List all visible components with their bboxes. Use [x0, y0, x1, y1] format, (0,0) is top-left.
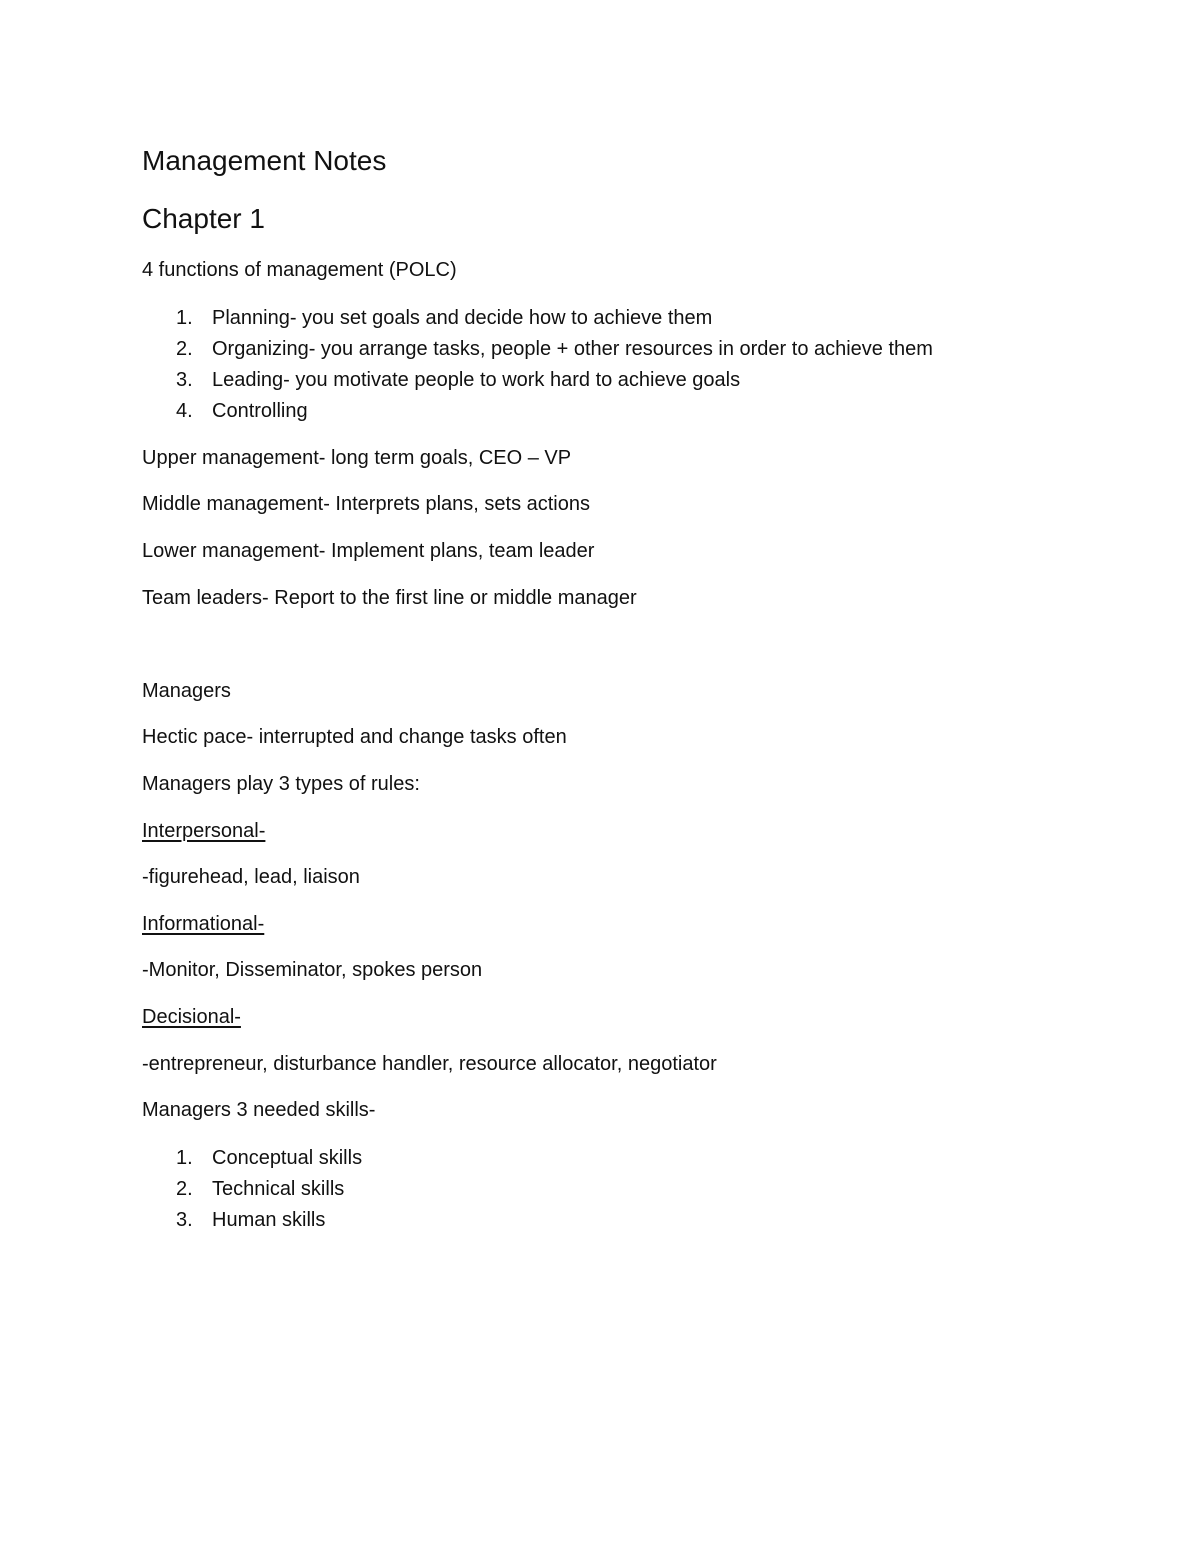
document-title: Management Notes: [142, 145, 387, 176]
list-text: Conceptual skills: [212, 1147, 363, 1169]
list-text: Controlling: [212, 400, 308, 422]
list-item: [176, 306, 712, 330]
list-text: Technical skills: [212, 1178, 345, 1200]
chapter-heading: Chapter 1: [142, 203, 265, 234]
lower-management-line: Lower management- Implement plans, team leader: [142, 540, 595, 562]
informational-heading: Informational-: [142, 913, 265, 935]
list-number: 1.: [176, 307, 193, 329]
list-text: Human skills: [212, 1209, 326, 1231]
list-number: 3.: [176, 369, 193, 391]
decisional-detail: -entrepreneur, disturbance handler, resource allocator, negotiator: [142, 1053, 717, 1075]
managers-heading: Managers: [142, 680, 231, 702]
functions-intro: 4 functions of management (POLC): [142, 259, 457, 281]
list-text: Planning- you set goals and decide how to achieve them: [212, 307, 713, 329]
roles-intro: Managers play 3 types of rules:: [142, 773, 420, 795]
interpersonal-detail: -figurehead, lead, liaison: [142, 866, 360, 888]
upper-management-line: Upper management- long term goals, CEO – VP: [142, 447, 572, 469]
informational-detail: -Monitor, Disseminator, spokes person: [142, 959, 483, 981]
list-text: Organizing- you arrange tasks, people + other resources in order to achieve them: [212, 338, 933, 360]
list-item: [176, 1208, 325, 1232]
list-item: [176, 337, 933, 361]
middle-management-line: Middle management- Interprets plans, sets actions: [142, 493, 590, 515]
list-number: 3.: [176, 1209, 193, 1231]
list-number: 2.: [176, 1178, 193, 1200]
hectic-pace-line: Hectic pace- interrupted and change tasks often: [142, 726, 567, 748]
list-item: [176, 399, 308, 423]
list-item: [176, 1177, 344, 1201]
list-text: Leading- you motivate people to work hard to achieve goals: [212, 369, 741, 391]
skills-intro: Managers 3 needed skills-: [142, 1099, 376, 1121]
interpersonal-heading: Interpersonal-: [142, 820, 266, 842]
decisional-heading: Decisional-: [142, 1006, 241, 1028]
list-number: 4.: [176, 400, 193, 422]
team-leaders-line: Team leaders- Report to the first line or middle manager: [142, 587, 637, 609]
list-item: [176, 1146, 362, 1170]
list-item: [176, 368, 740, 392]
list-number: 1.: [176, 1147, 193, 1169]
list-number: 2.: [176, 338, 193, 360]
